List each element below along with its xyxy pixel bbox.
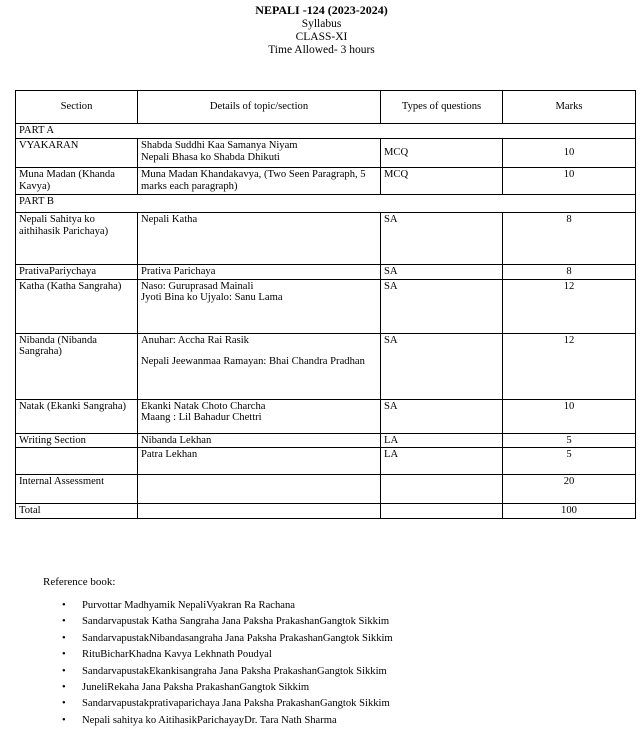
part-a-row: PART A bbox=[16, 124, 636, 139]
part-b-row: PART B bbox=[16, 195, 636, 213]
document-title: NEPALI -124 (2023-2024) bbox=[255, 3, 388, 17]
type-cell: SA bbox=[381, 279, 503, 333]
syllabus-table bbox=[15, 90, 636, 519]
table-row-total bbox=[16, 504, 636, 519]
marks-cell: 8 bbox=[503, 265, 636, 280]
table-row bbox=[16, 139, 636, 168]
table-row bbox=[16, 333, 636, 399]
bullet-icon: • bbox=[62, 649, 66, 661]
type-cell: LA bbox=[381, 433, 503, 448]
list-item: • Sandarvapustak Katha Sangraha Jana Paksha PrakashanGangtok Sikkim bbox=[62, 616, 390, 628]
type-cell bbox=[381, 504, 503, 519]
column-header: Section bbox=[16, 91, 138, 124]
section-cell: Total bbox=[16, 504, 138, 519]
details-cell: Ekanki Natak Choto Charcha Maang : Lil Bahadur Chettri bbox=[138, 399, 381, 433]
section-cell: VYAKARAN bbox=[16, 139, 138, 168]
section-cell: Muna Madan (Khanda Kavya) bbox=[16, 168, 138, 195]
details-cell: Anuhar: Accha Rai Rasik Nepali Jeewanmaa Ramayan: Bhai Chandra Pradhan bbox=[138, 333, 381, 399]
bullet-icon: • bbox=[62, 600, 66, 611]
section-cell: Writing Section bbox=[16, 433, 138, 448]
table-row bbox=[16, 433, 636, 448]
list-item: • Purvottar Madhyamik NepaliVyakran Ra Rachana bbox=[62, 600, 295, 611]
bullet-icon: • bbox=[62, 616, 66, 628]
column-header: Types of questions bbox=[381, 91, 503, 124]
marks-cell: 12 bbox=[503, 279, 636, 333]
marks-cell: 10 bbox=[503, 139, 636, 168]
marks-cell: 5 bbox=[503, 448, 636, 475]
reference-heading: Reference book: bbox=[43, 576, 116, 588]
details-cell bbox=[138, 504, 381, 519]
type-cell bbox=[381, 475, 503, 504]
details-cell bbox=[138, 475, 381, 504]
details-cell: Shabda Suddhi Kaa Samanya Niyam Nepali Bhasa ko Shabda Dhikuti bbox=[138, 139, 381, 168]
bullet-icon: • bbox=[62, 665, 66, 677]
section-cell: Nibanda (Nibanda Sangraha) bbox=[16, 333, 138, 399]
type-cell: MCQ bbox=[381, 168, 503, 195]
bullet-icon: • bbox=[62, 681, 66, 693]
details-cell: Naso: Guruprasad Mainali Jyoti Bina ko Ujyalo: Sanu Lama bbox=[138, 279, 381, 333]
time-allowed: Time Allowed- 3 hours bbox=[268, 44, 375, 56]
list-item: • JuneliRekaha Jana Paksha PrakashanGangtok Sikkim bbox=[62, 681, 310, 693]
details-cell: Muna Madan Khandakavya, (Two Seen Paragraph, 5 marks each paragraph) bbox=[138, 168, 381, 195]
marks-cell: 20 bbox=[503, 475, 636, 504]
marks-cell: 5 bbox=[503, 433, 636, 448]
marks-cell: 10 bbox=[503, 168, 636, 195]
table-row bbox=[16, 213, 636, 265]
list-item: • SandarvapustakNibandasangraha Jana Paksha PrakashanGangtok Sikkim bbox=[62, 632, 393, 644]
section-cell: Internal Assessment bbox=[16, 475, 138, 504]
section-cell: Katha (Katha Sangraha) bbox=[16, 279, 138, 333]
class-label: CLASS-XI bbox=[295, 31, 348, 43]
table-row bbox=[16, 448, 636, 475]
reference-list bbox=[62, 600, 393, 731]
table-header-row bbox=[16, 91, 636, 124]
table-row bbox=[16, 399, 636, 433]
bullet-icon: • bbox=[62, 632, 66, 644]
bullet-icon: • bbox=[62, 698, 66, 710]
section-cell: Nepali Sahitya ko aithihasik Parichaya) bbox=[16, 213, 138, 265]
type-cell: SA bbox=[381, 399, 503, 433]
marks-cell: 100 bbox=[503, 504, 636, 519]
table-row bbox=[16, 265, 636, 280]
type-cell: SA bbox=[381, 213, 503, 265]
column-header: Details of topic/section bbox=[138, 91, 381, 124]
marks-cell: 12 bbox=[503, 333, 636, 399]
list-item: • Nepali sahitya ko AitihasikParichayayDr. Tara Nath Sharma bbox=[62, 714, 337, 726]
type-cell: SA bbox=[381, 265, 503, 280]
list-item: • SandarvapustakEkankisangraha Jana Paksha PrakashanGangtok Sikkim bbox=[62, 665, 387, 677]
details-cell: Patra Lekhan bbox=[138, 448, 381, 475]
table-row bbox=[16, 279, 636, 333]
details-cell: Prativa Parichaya bbox=[138, 265, 381, 280]
list-item: • Sandarvapustakprativaparichaya Jana Paksha PrakashanGangtok Sikkim bbox=[62, 698, 390, 710]
details-cell: Nepali Katha bbox=[138, 213, 381, 265]
list-item: • RituBicharKhadna Kavya Lekhnath Poudyal bbox=[62, 649, 272, 661]
type-cell: LA bbox=[381, 448, 503, 475]
type-cell: MCQ bbox=[381, 139, 503, 168]
table-row bbox=[16, 168, 636, 195]
column-header: Marks bbox=[503, 91, 636, 124]
type-cell: SA bbox=[381, 333, 503, 399]
marks-cell: 8 bbox=[503, 213, 636, 265]
syllabus-label: Syllabus bbox=[301, 18, 342, 30]
section-cell bbox=[16, 448, 138, 475]
section-cell: Natak (Ekanki Sangraha) bbox=[16, 399, 138, 433]
section-cell: PrativaPariychaya bbox=[16, 265, 138, 280]
table-row bbox=[16, 475, 636, 504]
details-cell: Nibanda Lekhan bbox=[138, 433, 381, 448]
marks-cell: 10 bbox=[503, 399, 636, 433]
bullet-icon: • bbox=[62, 714, 66, 726]
